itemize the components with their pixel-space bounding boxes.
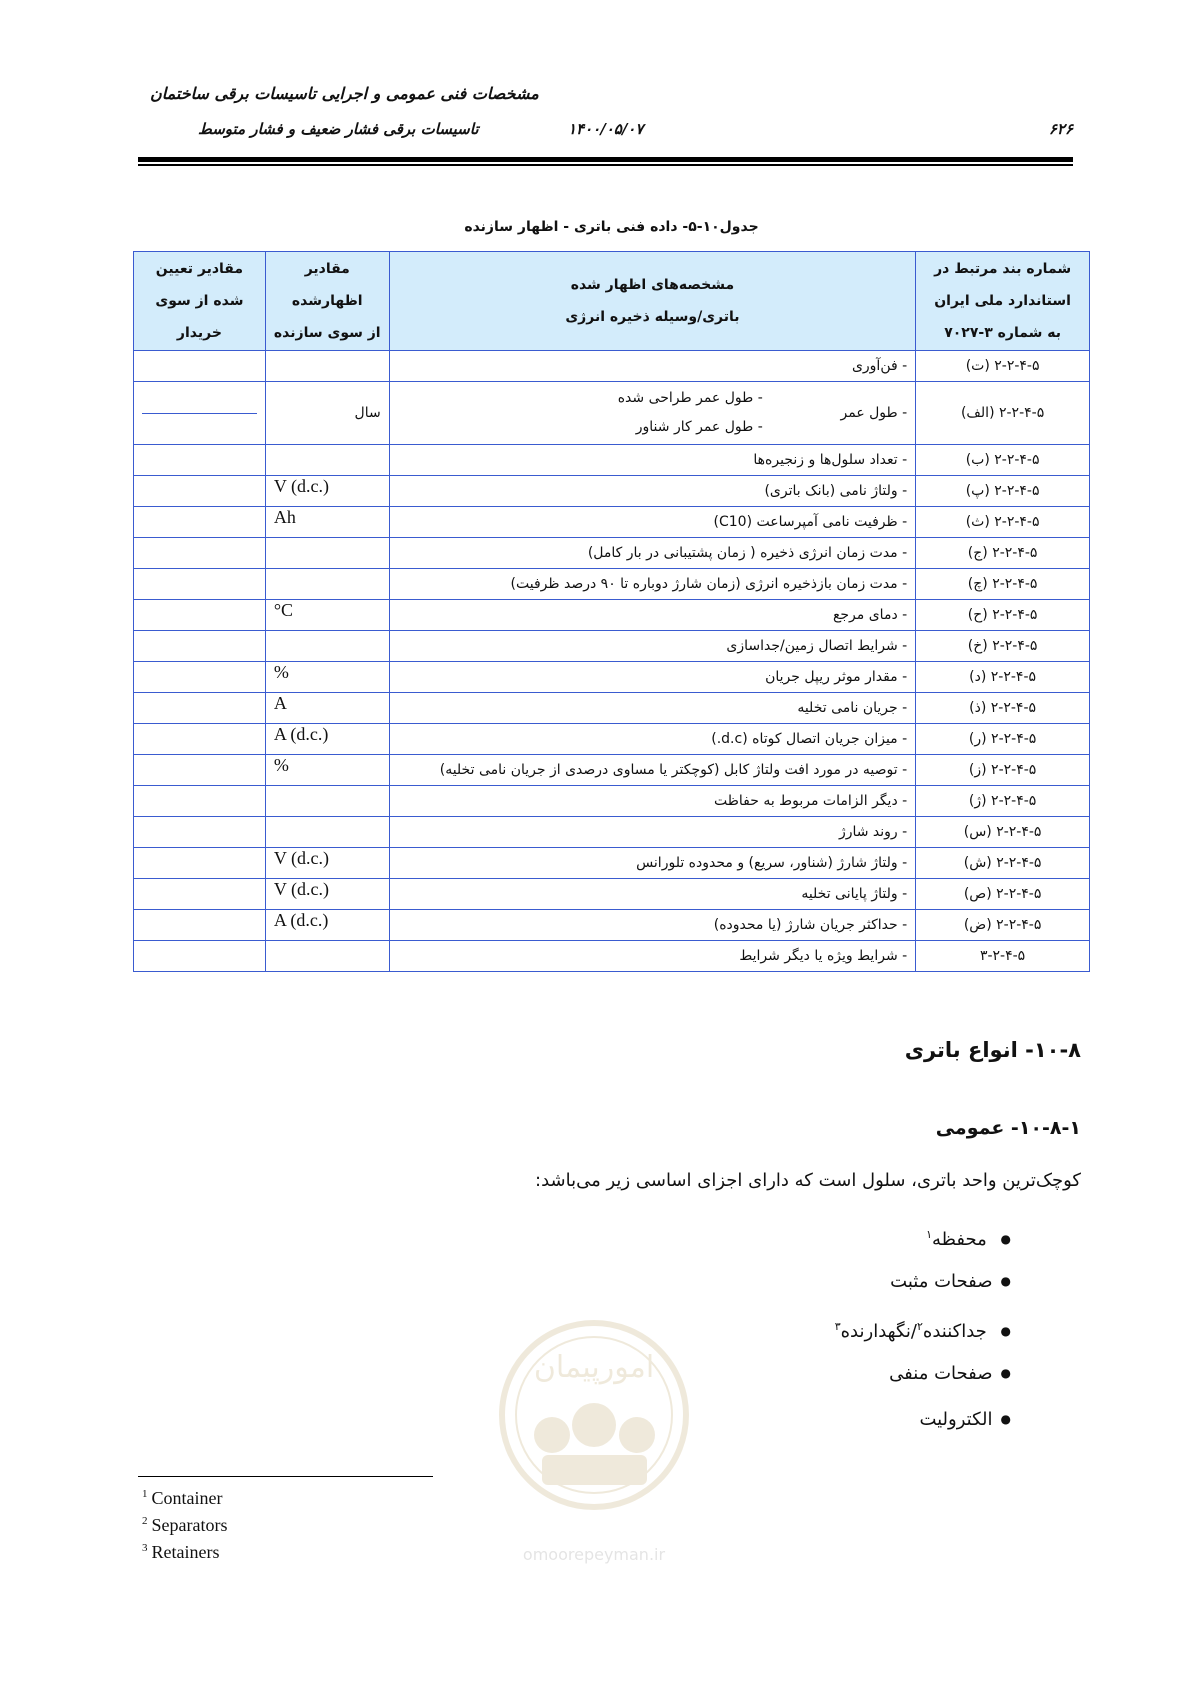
spec-cell: - دمای مرجع: [389, 600, 915, 631]
table-row: [134, 538, 1090, 569]
table-row: [134, 817, 1090, 848]
cell-parts-list: [835, 1212, 1011, 1442]
declared-value-cell: %: [265, 662, 389, 693]
clause-cell: ۲-۲-۴-۵ (ز): [916, 755, 1090, 786]
clause-cell: ۲-۲-۴-۵ (س): [916, 817, 1090, 848]
table-row: [134, 848, 1090, 879]
buyer-value-cell: [134, 662, 266, 693]
header-buyer-values: مقادیر تعیین شده از سوی خریدار: [134, 252, 266, 351]
header-declared-values: مقادیر اظهارشده از سوی سازنده: [265, 252, 389, 351]
table-row: [134, 755, 1090, 786]
list-item: ● جداکننده$^۲$/نگهدارنده$^۳$: [835, 1304, 1011, 1350]
buyer-value-cell: [134, 351, 266, 382]
running-header-title: مشخصات فنی عمومی و اجرایی تاسیسات برقی ساختمان: [150, 84, 539, 103]
clause-cell: ۲-۲-۴-۵ (خ): [916, 631, 1090, 662]
buyer-value-cell: [134, 476, 266, 507]
buyer-value-cell: [134, 848, 266, 879]
clause-cell: ۲-۲-۴-۵ (د): [916, 662, 1090, 693]
table-row: [134, 600, 1090, 631]
clause-cell: ۲-۲-۴-۵ (پ): [916, 476, 1090, 507]
table-row: [134, 569, 1090, 600]
table-row: [134, 941, 1090, 972]
table-row: [134, 507, 1090, 538]
footnote: $^2$ Separators: [142, 1515, 228, 1535]
spec-sub-item: - طول عمر طراحی شده: [617, 390, 763, 406]
spec-cell: - شرایط اتصال زمین/جداسازی: [389, 631, 915, 662]
footnote-rule: [138, 1476, 433, 1477]
spec-cell: - توصیه در مورد افت ولتاژ کابل (کوچکتر یا مساوی درصدی از جریان نامی تخلیه): [389, 755, 915, 786]
spec-cell: - مقدار موثر ریپل جریان: [389, 662, 915, 693]
spec-cell: - میزان جریان اتصال کوتاه (d.c.): [389, 724, 915, 755]
declared-value-cell: [265, 538, 389, 569]
header-rule-thin: [138, 164, 1073, 166]
footnote-ref: ۱: [926, 1228, 932, 1241]
declared-value-cell: [265, 351, 389, 382]
spec-cell: - ولتاژ نامی (بانک باتری): [389, 476, 915, 507]
footnote-ref: ۳: [834, 1320, 841, 1333]
footnote-ref: ۲: [916, 1320, 923, 1333]
clause-cell: ۲-۲-۴-۵ (ج): [916, 538, 1090, 569]
header-clause: شماره بند مرتبط در استاندارد ملی ایران به شماره ۳-۷۰۲۷: [916, 252, 1090, 351]
buyer-value-cell: [134, 755, 266, 786]
declared-value-cell: سال: [265, 382, 389, 445]
svg-text:امورپیمان: امورپیمان: [533, 1350, 655, 1385]
buyer-value-cell: [134, 538, 266, 569]
table-row: [134, 382, 1090, 445]
spec-cell: - تعداد سلول‌ها و زنجیره‌ها: [389, 445, 915, 476]
spec-cell: - روند شارژ: [389, 817, 915, 848]
section-heading: ۱۰-۸- انواع باتری: [904, 1038, 1081, 1062]
list-item: ● محفظه$^۱$: [835, 1212, 1011, 1258]
svg-text:omoorepeyman.ir: omoorepeyman.ir: [522, 1545, 666, 1564]
spec-cell: - حداکثر جریان شارژ (یا محدوده): [389, 910, 915, 941]
clause-cell: ۲-۲-۴-۵ (ژ): [916, 786, 1090, 817]
list-item: ● الکترولیت: [835, 1396, 1011, 1442]
buyer-value-cell: [134, 631, 266, 662]
spec-cell: - مدت زمان انرژی ذخیره ( زمان پشتیبانی در بار کامل): [389, 538, 915, 569]
declared-value-cell: Ah: [265, 507, 389, 538]
buyer-value-cell: [134, 382, 266, 445]
table-row: [134, 693, 1090, 724]
clause-cell: ۳-۲-۴-۵: [916, 941, 1090, 972]
clause-cell: ۲-۲-۴-۵ (الف): [916, 382, 1090, 445]
watermark-logo: [497, 1305, 692, 1570]
table-row: [134, 786, 1090, 817]
buyer-value-cell: [134, 569, 266, 600]
clause-cell: ۲-۲-۴-۵ (ص): [916, 879, 1090, 910]
clause-cell: ۲-۲-۴-۵ (ض): [916, 910, 1090, 941]
table-row: [134, 724, 1090, 755]
buyer-value-cell: [134, 941, 266, 972]
declared-value-cell: V (d.c.): [265, 879, 389, 910]
declared-value-cell: °C: [265, 600, 389, 631]
spec-main: - طول عمر: [840, 405, 908, 421]
buyer-value-cell: [134, 910, 266, 941]
spec-cell: [389, 382, 915, 445]
declared-value-cell: [265, 631, 389, 662]
running-header-row: [138, 120, 1073, 146]
spec-cell: - ولتاژ پایانی تخلیه: [389, 879, 915, 910]
buyer-value-cell: [134, 600, 266, 631]
subsection-heading: ۱۰-۸-۱- عمومی: [935, 1117, 1081, 1139]
declared-value-cell: A (d.c.): [265, 910, 389, 941]
table-row: [134, 910, 1090, 941]
header-spec: مشخصه‌های اظهار شده باتری/وسیله ذخیره انرژی: [389, 252, 915, 351]
table-caption: جدول‌۱۰-۵- داده فنی باتری - اظهار سازنده: [464, 219, 759, 235]
spec-cell: - شرایط ویژه یا دیگر شرایط: [389, 941, 915, 972]
table-header-row: [134, 252, 1090, 351]
footnotes: [142, 1483, 227, 1564]
clause-cell: ۲-۲-۴-۵ (ح): [916, 600, 1090, 631]
buyer-value-cell: [134, 879, 266, 910]
declared-value-cell: A (d.c.): [265, 724, 389, 755]
footnote: $^1$ Container: [142, 1488, 223, 1508]
list-item: ● صفحات مثبت: [835, 1258, 1011, 1304]
page-number: ۶۲۶: [1048, 120, 1073, 138]
table-row: [134, 631, 1090, 662]
running-header-subtitle: تاسیسات برقی فشار ضعیف و فشار متوسط: [198, 120, 479, 138]
table-row: [134, 879, 1090, 910]
spec-sub-list: [618, 384, 763, 442]
buyer-value-cell: [134, 445, 266, 476]
clause-cell: ۲-۲-۴-۵ (ر): [916, 724, 1090, 755]
clause-cell: ۲-۲-۴-۵ (ش): [916, 848, 1090, 879]
footnote: $^3$ Retainers: [142, 1542, 220, 1562]
buyer-value-cell: [134, 817, 266, 848]
header-rule: [138, 157, 1073, 162]
intro-paragraph: کوچک‌ترین واحد باتری، سلول است که دارای اجزای اساسی زیر می‌باشد:: [535, 1170, 1081, 1191]
list-item: ● صفحات منفی: [835, 1350, 1011, 1396]
buyer-value-cell: [134, 786, 266, 817]
buyer-value-cell: [134, 507, 266, 538]
declared-value-cell: V (d.c.): [265, 476, 389, 507]
clause-cell: ۲-۲-۴-۵ (چ): [916, 569, 1090, 600]
table-row: [134, 476, 1090, 507]
declared-value-cell: [265, 569, 389, 600]
declared-value-cell: [265, 445, 389, 476]
declared-value-cell: [265, 941, 389, 972]
spec-cell: - جریان نامی تخلیه: [389, 693, 915, 724]
declared-value-cell: [265, 817, 389, 848]
buyer-value-cell: [134, 693, 266, 724]
spec-sub-item: - طول عمر کار شناور: [635, 419, 763, 435]
spec-cell: - فن‌آوری: [389, 351, 915, 382]
battery-spec-table: [133, 251, 1090, 972]
declared-value-cell: [265, 786, 389, 817]
header-date: ۱۴۰۰/۰۵/۰۷: [568, 120, 644, 138]
spec-cell: - دیگر الزامات مربوط به حفاظت: [389, 786, 915, 817]
spec-cell: - ولتاژ شارژ (شناور، سریع) و محدوده تلورانس: [389, 848, 915, 879]
buyer-value-cell: [134, 724, 266, 755]
clause-cell: ۲-۲-۴-۵ (ث): [916, 507, 1090, 538]
declared-value-cell: A: [265, 693, 389, 724]
clause-cell: ۲-۲-۴-۵ (ب): [916, 445, 1090, 476]
table-row: [134, 351, 1090, 382]
declared-value-cell: V (d.c.): [265, 848, 389, 879]
table-row: [134, 445, 1090, 476]
spec-cell: - ظرفیت نامی آمپرساعت (C10): [389, 507, 915, 538]
declared-value-cell: %: [265, 755, 389, 786]
clause-cell: ۲-۲-۴-۵ (ت): [916, 351, 1090, 382]
table-row: [134, 662, 1090, 693]
clause-cell: ۲-۲-۴-۵ (ذ): [916, 693, 1090, 724]
spec-cell: - مدت زمان بازذخیره انرژی (زمان شارژ دوباره تا ۹۰ درصد ظرفیت): [389, 569, 915, 600]
